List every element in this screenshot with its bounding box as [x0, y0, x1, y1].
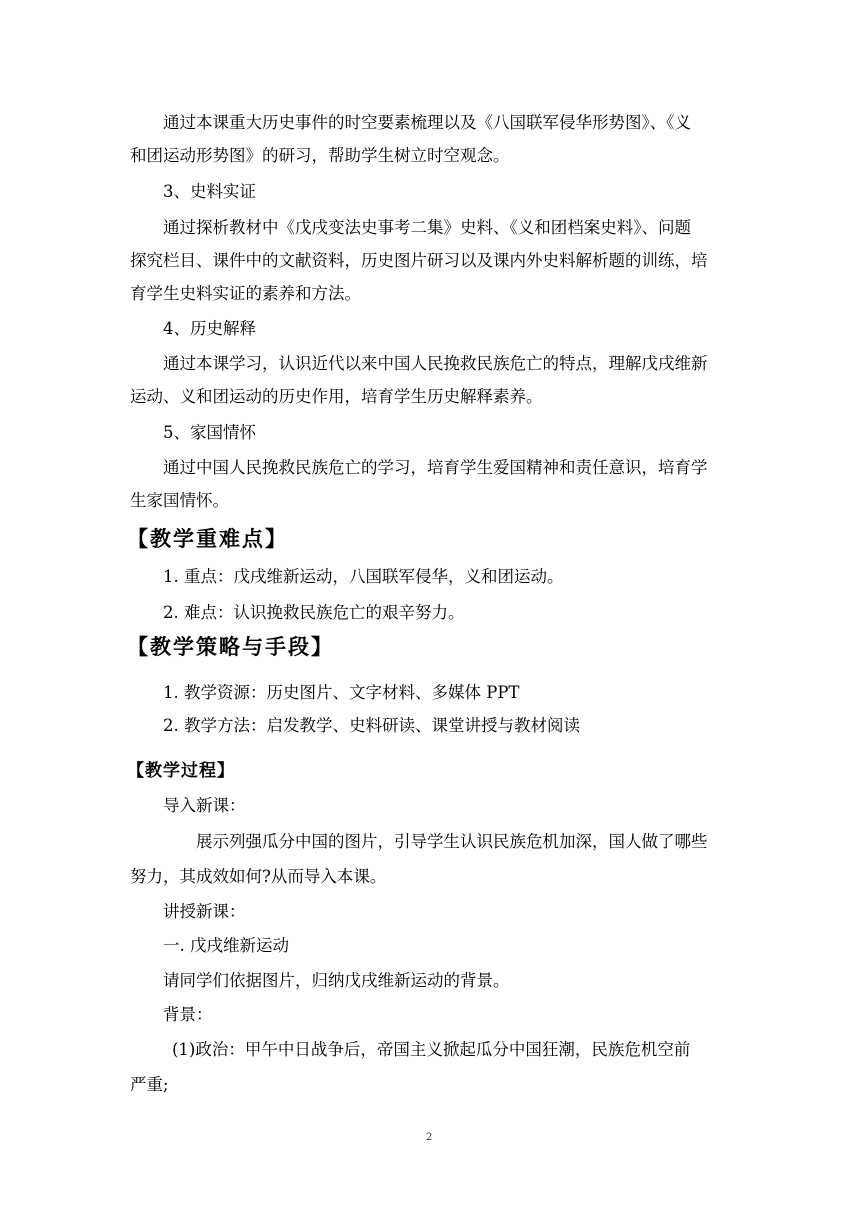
key-points-heading: 【教学重难点】: [127, 526, 288, 551]
item-5-title: 5、家国情怀: [163, 423, 256, 442]
paragraph-evidence-line1: 通过探析教材中《戊戌变法史事考二集》史料、《义和团档案史料》、问题: [163, 218, 691, 237]
item-4-title: 4、历史解释: [163, 319, 256, 338]
section-1-prompt: 请同学们依据图片，归纳戊戌维新运动的背景。: [163, 971, 510, 990]
paragraph-patriotism-line2: 生家国情怀。: [130, 491, 229, 510]
strategy-item-2: 2. 教学方法：启发教学、史料研读、课堂讲授与教材阅读: [163, 716, 580, 735]
paragraph-evidence-line2: 探究栏目、课件中的文献资料，历史图片研习以及课内外史料解析题的训练，培: [130, 251, 708, 270]
teach-label: 讲授新课：: [163, 902, 246, 921]
process-heading: 【教学过程】: [127, 761, 235, 781]
strategy-heading: 【教学策略与手段】: [127, 634, 334, 659]
section-1-title: 一. 戊戌维新运动: [163, 936, 289, 955]
background-item-1-line2: 严重;: [130, 1075, 169, 1094]
paragraph-patriotism-line1: 通过中国人民挽救民族危亡的学习，培育学生爱国精神和责任意识，培育学: [163, 458, 708, 477]
background-label: 背景：: [163, 1005, 213, 1024]
paragraph-interpretation-line1: 通过本课学习，认识近代以来中国人民挽救民族危亡的特点，理解戊戌维新: [163, 354, 708, 373]
strategy-item-1: 1. 教学资源：历史图片、文字材料、多媒体 PPT: [163, 683, 520, 702]
paragraph-spacetime-line1: 通过本课重大历史事件的时空要素梳理以及《八国联军侵华形势图》、《义: [163, 113, 691, 132]
item-3-title: 3、史料实证: [163, 182, 256, 201]
key-point-1: 1. 重点：戊戌维新运动，八国联军侵华，义和团运动。: [163, 567, 564, 586]
background-item-1-line1: (1)政治：甲午中日战争后，帝国主义掀起瓜分中国狂潮，民族危机空前: [172, 1040, 691, 1059]
paragraph-spacetime-line2: 和团运动形势图》的研习，帮助学生树立时空观念。: [130, 146, 510, 165]
paragraph-evidence-line3: 育学生史料实证的素养和方法。: [130, 284, 361, 303]
intro-line-2: 努力，其成效如何?从而导入本课。: [130, 867, 387, 886]
paragraph-interpretation-line2: 运动、义和团运动的历史作用，培育学生历史解释素养。: [130, 387, 543, 406]
intro-line-1: 展示列强瓜分中国的图片，引导学生认识民族危机加深，国人做了哪些: [196, 832, 708, 851]
key-point-2: 2. 难点：认识挽救民族危亡的艰辛努力。: [163, 603, 465, 622]
page-number: 2: [426, 1132, 433, 1143]
intro-label: 导入新课：: [163, 796, 246, 815]
